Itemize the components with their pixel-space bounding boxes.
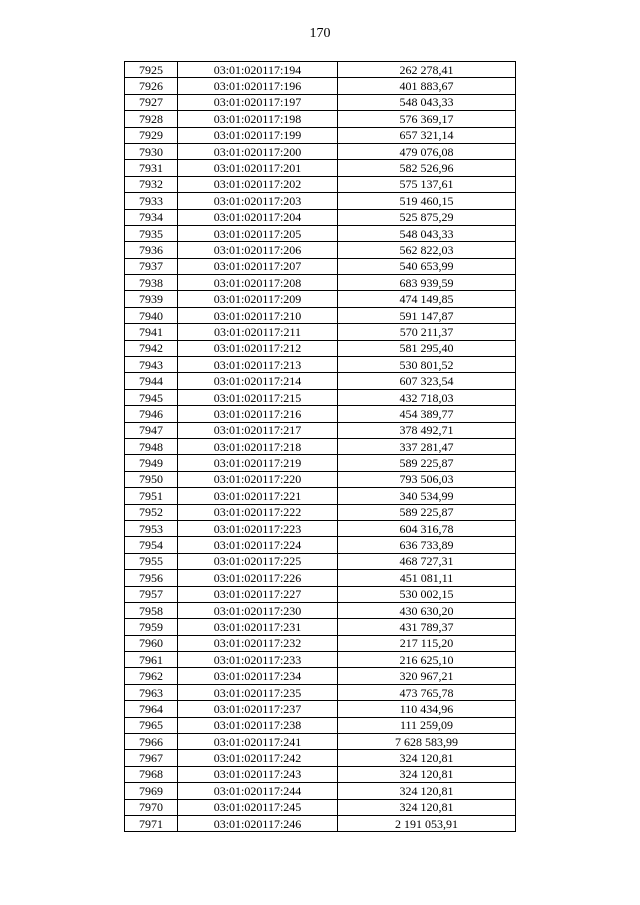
cadastral-number-cell: 03:01:020117:215 (178, 389, 338, 405)
table-row (125, 373, 516, 389)
row-number-cell: 7932 (125, 176, 178, 192)
row-number-cell: 7931 (125, 160, 178, 176)
cadastral-value-cell: 589 225,87 (338, 455, 516, 471)
cadastral-value-cell: 401 883,67 (338, 78, 516, 94)
row-number-cell: 7954 (125, 537, 178, 553)
cadastral-value-cell: 468 727,31 (338, 553, 516, 569)
table-body (125, 62, 516, 832)
cadastral-number-cell: 03:01:020117:199 (178, 127, 338, 143)
cadastral-number-cell: 03:01:020117:230 (178, 602, 338, 618)
table-row (125, 635, 516, 651)
table-row (125, 520, 516, 536)
table-row (125, 799, 516, 815)
cadastral-value-cell: 607 323,54 (338, 373, 516, 389)
row-number-cell: 7927 (125, 94, 178, 110)
cadastral-value-cell: 793 506,03 (338, 471, 516, 487)
cadastral-number-cell: 03:01:020117:221 (178, 488, 338, 504)
cadastral-number-cell: 03:01:020117:237 (178, 701, 338, 717)
cadastral-number-cell: 03:01:020117:208 (178, 275, 338, 291)
cadastral-number-cell: 03:01:020117:223 (178, 520, 338, 536)
cadastral-value-cell: 683 939,59 (338, 275, 516, 291)
table-row (125, 389, 516, 405)
cadastral-value-cell: 548 043,33 (338, 225, 516, 241)
row-number-cell: 7966 (125, 734, 178, 750)
cadastral-value-cell: 320 967,21 (338, 668, 516, 684)
cadastral-value-cell: 378 492,71 (338, 422, 516, 438)
row-number-cell: 7944 (125, 373, 178, 389)
cadastral-value-cell: 479 076,08 (338, 143, 516, 159)
table-row (125, 94, 516, 110)
table-row (125, 176, 516, 192)
row-number-cell: 7945 (125, 389, 178, 405)
row-number-cell: 7951 (125, 488, 178, 504)
cadastral-number-cell: 03:01:020117:211 (178, 324, 338, 340)
cadastral-value-cell: 324 120,81 (338, 799, 516, 815)
table-row (125, 258, 516, 274)
table-row (125, 193, 516, 209)
table-row (125, 340, 516, 356)
cadastral-number-cell: 03:01:020117:206 (178, 242, 338, 258)
cadastral-value-cell: 7 628 583,99 (338, 734, 516, 750)
table-row (125, 717, 516, 733)
row-number-cell: 7965 (125, 717, 178, 733)
cadastral-value-cell: 110 434,96 (338, 701, 516, 717)
row-number-cell: 7968 (125, 766, 178, 782)
cadastral-number-cell: 03:01:020117:217 (178, 422, 338, 438)
table-row (125, 766, 516, 782)
cadastral-value-cell: 262 278,41 (338, 62, 516, 78)
cadastral-value-cell: 570 211,37 (338, 324, 516, 340)
cadastral-value-cell: 604 316,78 (338, 520, 516, 536)
cadastral-number-cell: 03:01:020117:222 (178, 504, 338, 520)
table-row (125, 570, 516, 586)
table-row (125, 471, 516, 487)
row-number-cell: 7949 (125, 455, 178, 471)
cadastral-number-cell: 03:01:020117:226 (178, 570, 338, 586)
cadastral-value-cell: 636 733,89 (338, 537, 516, 553)
cadastral-number-cell: 03:01:020117:194 (178, 62, 338, 78)
row-number-cell: 7952 (125, 504, 178, 520)
cadastral-number-cell: 03:01:020117:219 (178, 455, 338, 471)
cadastral-number-cell: 03:01:020117:233 (178, 652, 338, 668)
table-row (125, 455, 516, 471)
table-row (125, 684, 516, 700)
table-row (125, 537, 516, 553)
table-row (125, 422, 516, 438)
cadastral-number-cell: 03:01:020117:196 (178, 78, 338, 94)
cadastral-number-cell: 03:01:020117:209 (178, 291, 338, 307)
cadastral-number-cell: 03:01:020117:207 (178, 258, 338, 274)
cadastral-value-cell: 519 460,15 (338, 193, 516, 209)
table-row (125, 143, 516, 159)
row-number-cell: 7958 (125, 602, 178, 618)
row-number-cell: 7943 (125, 357, 178, 373)
cadastral-number-cell: 03:01:020117:201 (178, 160, 338, 176)
row-number-cell: 7959 (125, 619, 178, 635)
cadastral-value-cell: 657 321,14 (338, 127, 516, 143)
cadastral-number-cell: 03:01:020117:205 (178, 225, 338, 241)
cadastral-number-cell: 03:01:020117:231 (178, 619, 338, 635)
row-number-cell: 7939 (125, 291, 178, 307)
row-number-cell: 7938 (125, 275, 178, 291)
cadastral-value-cell: 432 718,03 (338, 389, 516, 405)
cadastral-number-cell: 03:01:020117:225 (178, 553, 338, 569)
table-row (125, 78, 516, 94)
table-row (125, 504, 516, 520)
cadastral-value-cell: 562 822,03 (338, 242, 516, 258)
table-row (125, 586, 516, 602)
row-number-cell: 7956 (125, 570, 178, 586)
cadastral-value-cell: 431 789,37 (338, 619, 516, 635)
cadastral-value-cell: 474 149,85 (338, 291, 516, 307)
row-number-cell: 7936 (125, 242, 178, 258)
table-row (125, 324, 516, 340)
cadastral-number-cell: 03:01:020117:203 (178, 193, 338, 209)
cadastral-number-cell: 03:01:020117:197 (178, 94, 338, 110)
table-row (125, 111, 516, 127)
cadastral-number-cell: 03:01:020117:210 (178, 307, 338, 323)
row-number-cell: 7946 (125, 406, 178, 422)
row-number-cell: 7940 (125, 307, 178, 323)
cadastral-number-cell: 03:01:020117:243 (178, 766, 338, 782)
cadastral-value-table (124, 61, 516, 832)
row-number-cell: 7961 (125, 652, 178, 668)
table-row (125, 160, 516, 176)
page-number: 170 (309, 26, 331, 41)
table-row (125, 602, 516, 618)
cadastral-value-cell: 530 002,15 (338, 586, 516, 602)
table-row (125, 438, 516, 454)
table-row (125, 783, 516, 799)
cadastral-value-cell: 589 225,87 (338, 504, 516, 520)
cadastral-value-cell: 540 653,99 (338, 258, 516, 274)
cadastral-number-cell: 03:01:020117:238 (178, 717, 338, 733)
table-row (125, 815, 516, 831)
cadastral-number-cell: 03:01:020117:245 (178, 799, 338, 815)
cadastral-number-cell: 03:01:020117:214 (178, 373, 338, 389)
table-row (125, 357, 516, 373)
cadastral-value-cell: 430 630,20 (338, 602, 516, 618)
row-number-cell: 7964 (125, 701, 178, 717)
cadastral-value-cell: 2 191 053,91 (338, 815, 516, 831)
row-number-cell: 7941 (125, 324, 178, 340)
row-number-cell: 7928 (125, 111, 178, 127)
cadastral-number-cell: 03:01:020117:212 (178, 340, 338, 356)
cadastral-value-cell: 324 120,81 (338, 766, 516, 782)
cadastral-number-cell: 03:01:020117:198 (178, 111, 338, 127)
cadastral-value-cell: 548 043,33 (338, 94, 516, 110)
cadastral-number-cell: 03:01:020117:202 (178, 176, 338, 192)
cadastral-value-cell: 340 534,99 (338, 488, 516, 504)
cadastral-value-cell: 454 389,77 (338, 406, 516, 422)
cadastral-value-cell: 582 526,96 (338, 160, 516, 176)
cadastral-value-cell: 591 147,87 (338, 307, 516, 323)
row-number-cell: 7971 (125, 815, 178, 831)
cadastral-value-cell: 216 625,10 (338, 652, 516, 668)
table-row (125, 553, 516, 569)
cadastral-value-cell: 451 081,11 (338, 570, 516, 586)
cadastral-number-cell: 03:01:020117:204 (178, 209, 338, 225)
row-number-cell: 7950 (125, 471, 178, 487)
row-number-cell: 7935 (125, 225, 178, 241)
cadastral-number-cell: 03:01:020117:216 (178, 406, 338, 422)
row-number-cell: 7955 (125, 553, 178, 569)
row-number-cell: 7926 (125, 78, 178, 94)
row-number-cell: 7960 (125, 635, 178, 651)
table-row (125, 406, 516, 422)
row-number-cell: 7942 (125, 340, 178, 356)
table-row (125, 127, 516, 143)
table-row (125, 275, 516, 291)
table-row (125, 242, 516, 258)
cadastral-number-cell: 03:01:020117:234 (178, 668, 338, 684)
table-row (125, 62, 516, 78)
table-row (125, 652, 516, 668)
cadastral-number-cell: 03:01:020117:242 (178, 750, 338, 766)
cadastral-value-cell: 324 120,81 (338, 783, 516, 799)
table-row (125, 307, 516, 323)
cadastral-value-cell: 337 281,47 (338, 438, 516, 454)
row-number-cell: 7933 (125, 193, 178, 209)
row-number-cell: 7967 (125, 750, 178, 766)
cadastral-number-cell: 03:01:020117:220 (178, 471, 338, 487)
table-row (125, 209, 516, 225)
row-number-cell: 7925 (125, 62, 178, 78)
cadastral-number-cell: 03:01:020117:224 (178, 537, 338, 553)
table-row (125, 750, 516, 766)
table-row (125, 619, 516, 635)
cadastral-number-cell: 03:01:020117:235 (178, 684, 338, 700)
row-number-cell: 7934 (125, 209, 178, 225)
cadastral-value-cell: 473 765,78 (338, 684, 516, 700)
table-row (125, 291, 516, 307)
table-row (125, 734, 516, 750)
row-number-cell: 7963 (125, 684, 178, 700)
cadastral-value-cell: 324 120,81 (338, 750, 516, 766)
row-number-cell: 7970 (125, 799, 178, 815)
row-number-cell: 7953 (125, 520, 178, 536)
cadastral-value-cell: 530 801,52 (338, 357, 516, 373)
cadastral-number-cell: 03:01:020117:218 (178, 438, 338, 454)
cadastral-value-cell: 525 875,29 (338, 209, 516, 225)
row-number-cell: 7947 (125, 422, 178, 438)
cadastral-number-cell: 03:01:020117:200 (178, 143, 338, 159)
table-row (125, 488, 516, 504)
row-number-cell: 7969 (125, 783, 178, 799)
cadastral-value-cell: 576 369,17 (338, 111, 516, 127)
cadastral-value-cell: 217 115,20 (338, 635, 516, 651)
cadastral-number-cell: 03:01:020117:244 (178, 783, 338, 799)
row-number-cell: 7929 (125, 127, 178, 143)
cadastral-value-cell: 581 295,40 (338, 340, 516, 356)
table-row (125, 701, 516, 717)
row-number-cell: 7962 (125, 668, 178, 684)
row-number-cell: 7948 (125, 438, 178, 454)
cadastral-number-cell: 03:01:020117:213 (178, 357, 338, 373)
row-number-cell: 7930 (125, 143, 178, 159)
table-row (125, 668, 516, 684)
cadastral-number-cell: 03:01:020117:232 (178, 635, 338, 651)
row-number-cell: 7957 (125, 586, 178, 602)
row-number-cell: 7937 (125, 258, 178, 274)
cadastral-value-cell: 111 259,09 (338, 717, 516, 733)
cadastral-number-cell: 03:01:020117:241 (178, 734, 338, 750)
cadastral-number-cell: 03:01:020117:246 (178, 815, 338, 831)
table-row (125, 225, 516, 241)
cadastral-value-cell: 575 137,61 (338, 176, 516, 192)
cadastral-number-cell: 03:01:020117:227 (178, 586, 338, 602)
